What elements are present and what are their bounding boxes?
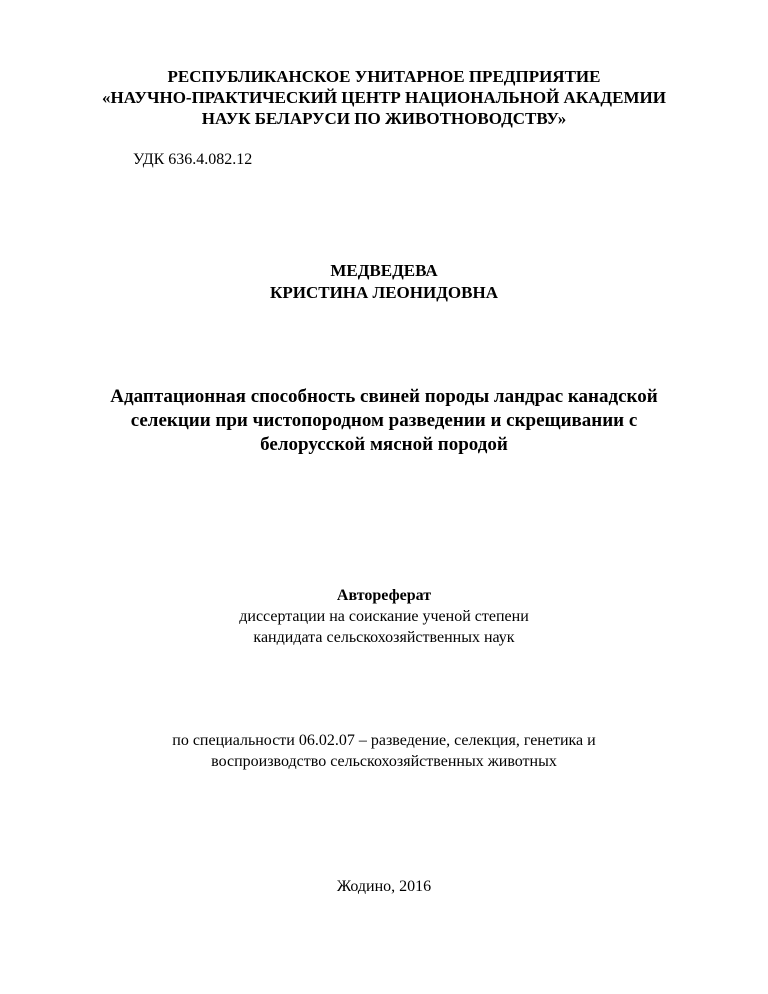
place-and-year: Жодино, 2016 (336, 878, 432, 895)
author-name (0, 260, 768, 304)
organization-header (0, 66, 768, 129)
abstract-line-1: диссертации на соискание ученой степени (239, 608, 529, 625)
author-surname: МЕДВЕДЕВА (330, 261, 438, 280)
title-line-1: Адаптационная способность свиней породы ландрас канадской (110, 386, 658, 407)
organization-line-1: РЕСПУБЛИКАНСКОЕ УНИТАРНОЕ ПРЕДПРИЯТИЕ (167, 67, 601, 86)
author-given-names: КРИСТИНА ЛЕОНИДОВНА (270, 283, 498, 302)
title-line-3: белорусской мясной породой (260, 434, 508, 455)
specialty-line-1: по специальности 06.02.07 – разведение, селекция, генетика и (172, 732, 596, 749)
udk-code: УДК 636.4.082.12 (133, 151, 253, 168)
abstract-block (0, 585, 768, 648)
abstract-label: Автореферат (336, 587, 432, 604)
specialty-block (0, 730, 768, 772)
organization-line-2: «НАУЧНО-ПРАКТИЧЕСКИЙ ЦЕНТР НАЦИОНАЛЬНОЙ АКАДЕМИИ (102, 88, 666, 107)
dissertation-title (0, 385, 768, 457)
abstract-line-2: кандидата сельскохозяйственных наук (253, 629, 515, 646)
specialty-line-2: воспроизводство сельскохозяйственных животных (211, 753, 557, 770)
organization-line-3: НАУК БЕЛАРУСИ ПО ЖИВОТНОВОДСТВУ» (201, 109, 567, 128)
title-line-2: селекции при чистопородном разведении и скрещивании с (130, 410, 638, 431)
